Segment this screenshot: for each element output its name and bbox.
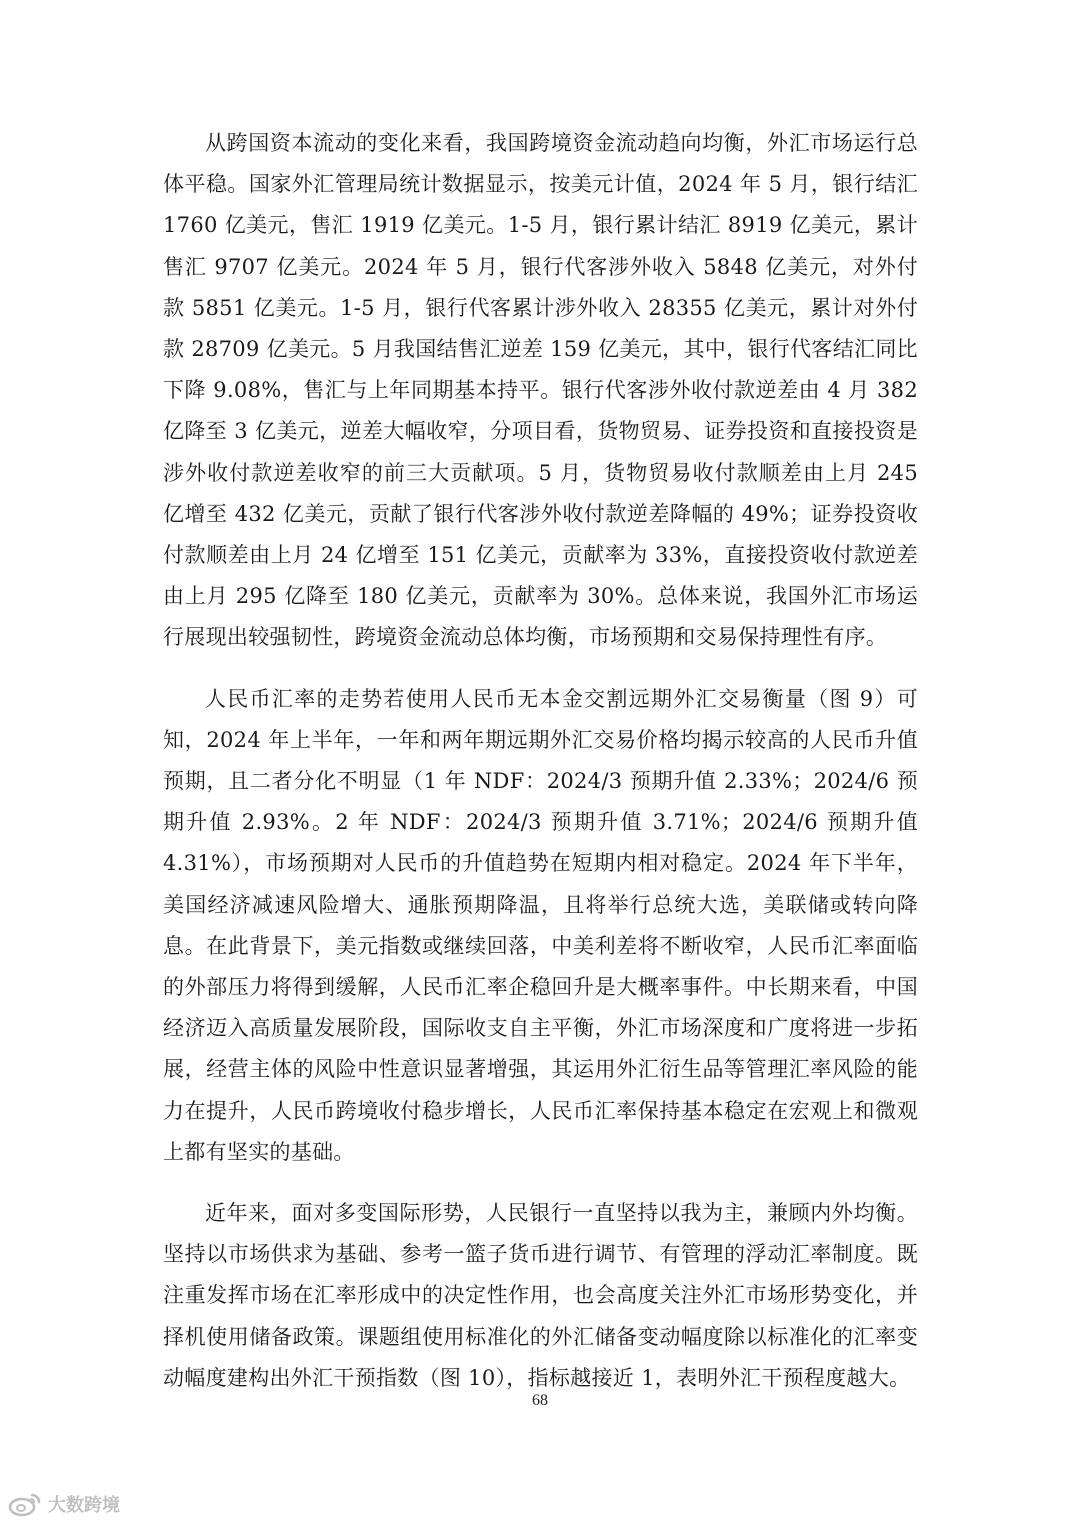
page-number: 68 (532, 1392, 548, 1409)
body-text (163, 123, 918, 1419)
weibo-logo-icon (8, 1491, 42, 1517)
paragraph-rmb-exchange-rate: 人民币汇率的走势若使用人民币无本金交割远期外汇交易衡量（图 9）可知，2024 年上半年，一年和两年期远期外汇交易价格均揭示较高的人民币升值预期，且二者分化不明显（1 年 NDF：2024/3 预期升值 2.33%；2024/6 预期升值 2.93%。2 年 NDF：2024/3 预期升值 3.71%；2024/6 预期升值 4.31%），市场预期对人民币的升值趋势在短期内相对稳定。2024 年下半年，美国经济减速风险增大、通胀预期降温，且将举行总统大选，美联储或转向降息。在此背景下，美元指数或继续回落，中美利差将不断收窄，人民币汇率面临的外部压力将得到缓解，人民币汇率企稳回升是大概率事件。中长期来看，中国经济迈入高质量发展阶段，国际收支自主平衡，外汇市场深度和广度将进一步拓展，经营主体的风险中性意识显著增强，其运用外汇衍生品等管理汇率风险的能力在提升，人民币跨境收付稳步增长，人民币汇率保持基本稳定在宏观上和微观上都有坚实的基础。 (163, 686, 918, 1164)
watermark-text: 大数跨境 (48, 1495, 120, 1516)
paragraph-capital-flows: 从跨国资本流动的变化来看，我国跨境资金流动趋向均衡，外汇市场运行总体平稳。国家外汇管理局统计数据显示，按美元计值，2024 年 5 月，银行结汇 1760 亿美元，售汇 1919 亿美元。1-5 月，银行累计结汇 8919 亿美元，累计售汇 9707 亿美元。2024 年 5 月，银行代客涉外收入 5848 亿美元，对外付款 5851 亿美元。1-5 月，银行代客累计涉外收入 28355 亿美元，累计对外付款 28709 亿美元。5 月我国结售汇逆差 159 亿美元，其中，银行代客结汇同比下降 9.08%，售汇与上年同期基本持平。银行代客涉外收付款逆差由 4 月 382 亿降至 3 亿美元，逆差大幅收窄，分项目看，货物贸易、证券投资和直接投资是涉外收付款逆差收窄的前三大贡献项。5 月，货物贸易收付款顺差由上月 245 亿增至 432 亿美元，贡献了银行代客涉外收付款逆差降幅的 49%；证券投资收付款顺差由上月 24 亿增至 151 亿美元，贡献率为 33%，直接投资收付款逆差由上月 295 亿降至 180 亿美元，贡献率为 30%。总体来说，我国外汇市场运行展现出较强韧性，跨境资金流动总体均衡，市场预期和交易保持理性有序。 (163, 131, 918, 650)
paragraph-fx-intervention: 近年来，面对多变国际形势，人民银行一直坚持以我为主，兼顾内外均衡。坚持以市场供求为基础、参考一篮子货币进行调节、有管理的浮动汇率制度。既注重发挥市场在汇率形成中的决定性作用，也会高度关注外汇市场形势变化，并择机使用储备政策。课题组使用标准化的外汇储备变动幅度除以标准化的汇率变动幅度建构出外汇干预指数（图 10），指标越接近 1，表明外汇干预程度越大。 (163, 1201, 918, 1390)
watermark (8, 1491, 120, 1517)
